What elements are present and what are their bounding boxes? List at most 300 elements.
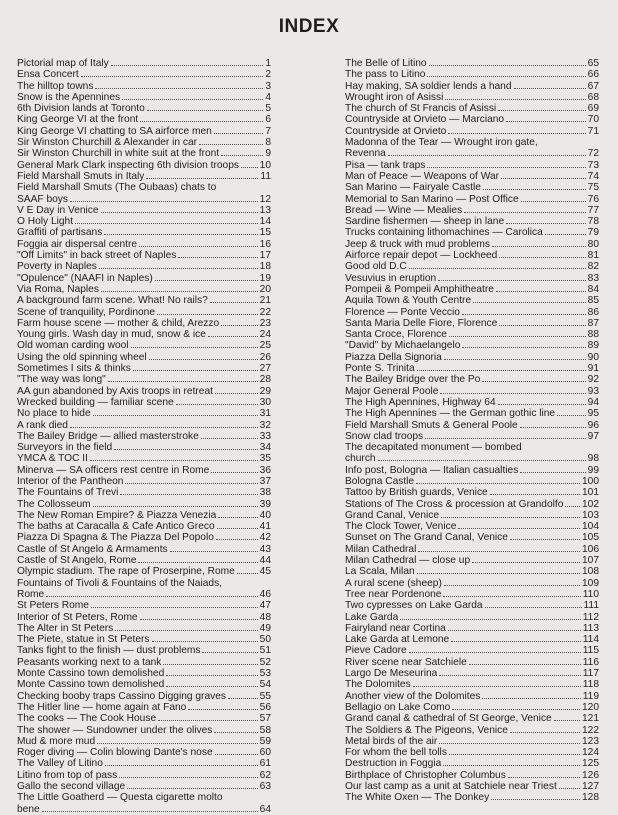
entry-title: St Peters Rome [17, 600, 89, 612]
dot-leader [444, 359, 586, 360]
entry-line [345, 521, 599, 532]
index-entry [17, 578, 271, 601]
index-entry [345, 103, 599, 114]
entry-title: Good old D.C [345, 261, 407, 273]
entry-page-number: 33 [259, 430, 271, 442]
entry-page-number: 18 [259, 261, 271, 273]
entry-title: Info post, Bologna — Italian casualties [345, 464, 519, 476]
index-entry [17, 273, 271, 284]
dot-leader [409, 268, 586, 269]
entry-title: The White Oxen — The Donkey [345, 792, 490, 804]
entry-line [17, 725, 271, 736]
entry-title: For whom the bell tolls [345, 747, 447, 759]
entry-page-number: 45 [259, 566, 271, 578]
entry-title: Fountains of Tivoli & Fountains of the Naiads, [17, 577, 222, 589]
index-entry [17, 566, 271, 577]
index-entry [345, 126, 599, 137]
entry-title: Litino from top of pass [17, 769, 118, 781]
entry-line [345, 194, 599, 205]
dot-leader [464, 212, 585, 213]
index-entry [17, 747, 271, 758]
index-entry [17, 487, 271, 498]
index-entry [17, 329, 271, 340]
entry-page-number: 96 [587, 419, 599, 431]
entry-line [345, 386, 599, 397]
entry-title: O Holy Light [17, 216, 74, 228]
dot-leader [443, 765, 580, 766]
entry-line [17, 702, 271, 713]
entry-title: Sir Winston Churchill in white suit at the front [17, 148, 220, 160]
entry-title: The Belle of Litino [345, 58, 427, 69]
entry-title: River scene near Satchiele [345, 656, 467, 668]
entry-line [345, 431, 599, 442]
index-entry [17, 510, 271, 521]
entry-line [345, 92, 599, 103]
dot-leader [228, 698, 258, 699]
dot-leader [125, 483, 257, 484]
entry-title: Peasants working next to a tank [17, 656, 162, 668]
entry-title: 6th Division lands at Toronto [17, 103, 145, 115]
entry-line [345, 171, 599, 182]
entry-title: The Soldiers & The Pigeons, Venice [345, 724, 508, 736]
entry-page-number: 70 [587, 114, 599, 126]
entry-line [345, 261, 599, 272]
entry-line [345, 510, 599, 521]
entry-page-number: 126 [582, 769, 599, 781]
entry-title: Field Marshall Smuts & General Poole [345, 419, 518, 431]
entry-line [345, 770, 599, 781]
entry-page-number: 57 [259, 713, 271, 725]
index-entry [345, 227, 599, 238]
entry-line [345, 657, 599, 668]
entry-title-continued: bene [17, 803, 40, 815]
entry-title: The Fountains of Trevi [17, 487, 119, 499]
entry-title: Bologna Castle [345, 475, 415, 487]
index-entry [17, 160, 271, 171]
index-entry [345, 691, 599, 702]
entry-title: Santa Maria Delle Fiore, Florence [345, 317, 498, 329]
entry-title: No place to hide [17, 408, 91, 420]
entry-title: Sir Winston Churchill & Alexander in car [17, 137, 198, 149]
index-entry [17, 725, 271, 736]
dot-leader [448, 133, 585, 134]
entry-title: A rank died [17, 419, 68, 431]
index-entry [345, 521, 599, 532]
entry-line [345, 679, 599, 690]
entry-page-number: 25 [259, 340, 271, 352]
entry-page-number: 72 [587, 148, 599, 160]
index-entry [17, 781, 271, 792]
entry-page-number: 31 [259, 408, 271, 420]
entry-page-number: 94 [587, 396, 599, 408]
dot-leader [472, 562, 580, 563]
index-entry [345, 600, 599, 611]
dot-leader [170, 551, 258, 552]
entry-line [345, 160, 599, 171]
entry-title: Metal birds of the air [345, 735, 438, 747]
entry-page-number: 97 [587, 430, 599, 442]
dot-leader [458, 528, 580, 529]
entry-title: The Dolomites [345, 679, 411, 691]
entry-title: Interior of St Peters, Rome [17, 611, 138, 623]
dot-leader [565, 506, 580, 507]
index-entry [345, 532, 599, 543]
index-entry [345, 476, 599, 487]
dot-leader [473, 302, 586, 303]
entry-page-number: 115 [582, 645, 599, 657]
dot-leader [237, 573, 258, 574]
index-entry [345, 442, 599, 465]
index-entry [17, 374, 271, 385]
entry-page-number: 55 [259, 690, 271, 702]
entry-line [17, 205, 271, 216]
dot-leader [157, 314, 258, 315]
dot-leader [413, 686, 581, 687]
entry-page-number: 62 [259, 769, 271, 781]
entry-page-number: 112 [582, 611, 599, 623]
entry-title: Tattoo by British guards, Venice [345, 487, 488, 499]
entry-page-number: 5 [265, 103, 271, 115]
entry-page-number: 16 [259, 238, 271, 250]
entry-title: Snow clad troops [345, 430, 424, 442]
entry-line [345, 747, 599, 758]
entry-title: Farm house scene — mother & child, Arezzo [17, 317, 220, 329]
index-entry [345, 578, 599, 589]
index-entry [17, 295, 271, 306]
dot-leader [409, 652, 581, 653]
index-column-left [17, 58, 271, 815]
entry-page-number: 77 [587, 204, 599, 216]
entry-line [17, 137, 271, 148]
entry-page-number: 41 [259, 521, 271, 533]
entry-title: The Clock Tower, Venice [345, 521, 457, 533]
entry-title: Our last camp as a unit at Satchiele near Triest [345, 781, 557, 792]
entry-title: Lake Garda [345, 611, 399, 623]
entry-title: The pass to Litino [345, 69, 426, 81]
entry-page-number: 34 [259, 442, 271, 454]
entry-line [345, 273, 599, 284]
index-entry [17, 250, 271, 261]
entry-page-number: 125 [582, 758, 599, 770]
entry-line [17, 758, 271, 769]
index-entry [17, 227, 271, 238]
dot-leader [201, 438, 258, 439]
index-entry [345, 363, 599, 374]
entry-line [17, 691, 271, 702]
entry-line [345, 352, 599, 363]
entry-title: A rural scene (sheep) [345, 577, 442, 589]
dot-leader [443, 596, 580, 597]
index-entry [345, 487, 599, 498]
entry-title: "The way was long" [17, 374, 106, 386]
index-entry [17, 81, 271, 92]
entry-line [345, 408, 599, 419]
dot-leader [119, 777, 257, 778]
entry-title: Interior of the Pantheon [17, 475, 124, 487]
dot-leader [115, 630, 257, 631]
entry-line [17, 261, 271, 272]
index-entry [17, 261, 271, 272]
entry-page-number: 109 [582, 577, 599, 589]
entry-title: Pisa — tank traps [345, 159, 426, 171]
index-entry [17, 679, 271, 690]
entry-page-number: 104 [582, 521, 599, 533]
index-entry [17, 420, 271, 431]
entry-page-number: 59 [259, 735, 271, 747]
index-entry [345, 566, 599, 577]
entry-title: The Bailey Bridge over the Po [345, 374, 481, 386]
entry-line [345, 363, 599, 374]
entry-line [17, 623, 271, 634]
entry-line [17, 420, 271, 431]
entry-page-number: 73 [587, 159, 599, 171]
entry-title: The hilltop towns [17, 80, 94, 92]
entry-line [17, 374, 271, 385]
entry-page-number: 99 [587, 464, 599, 476]
entry-page-number: 95 [587, 408, 599, 420]
entry-page-number: 120 [582, 701, 599, 713]
entry-line [17, 566, 271, 577]
entry-line [17, 171, 271, 182]
entry-title: Mud & more mud [17, 735, 96, 747]
index-entry [345, 307, 599, 318]
dot-leader [215, 754, 258, 755]
index-entry [345, 171, 599, 182]
entry-line [17, 465, 271, 476]
index-entry [17, 239, 271, 250]
index-entry [17, 318, 271, 329]
entry-title: Ensa Concert [17, 69, 79, 81]
entry-line [345, 126, 599, 137]
dot-leader [133, 370, 258, 371]
entry-page-number: 64 [259, 803, 271, 815]
entry-line [17, 92, 271, 103]
index-entry [345, 239, 599, 250]
index-entry [345, 781, 599, 792]
dot-leader [158, 720, 258, 721]
index-entry [17, 137, 271, 148]
entry-page-number: 48 [259, 611, 271, 623]
dot-leader [216, 539, 258, 540]
index-entry [345, 510, 599, 521]
entry-line [345, 81, 599, 92]
index-entry [17, 453, 271, 464]
entry-line [17, 668, 271, 679]
entry-line [345, 284, 599, 295]
index-entry [345, 397, 599, 408]
index-entry [17, 532, 271, 543]
entry-line [345, 668, 599, 679]
dot-leader [510, 539, 580, 540]
index-entry [345, 340, 599, 351]
dot-leader [378, 460, 586, 461]
index-entry [345, 544, 599, 555]
dot-leader [506, 121, 586, 122]
entry-page-number: 98 [587, 453, 599, 465]
dot-leader [545, 234, 586, 235]
entry-title: "David" by Michaelangelo [345, 340, 461, 352]
entry-page-number: 76 [587, 193, 599, 205]
entry-page-number: 103 [582, 509, 599, 521]
entry-title: Wrought iron of Asissi [345, 91, 444, 103]
index-entry [345, 137, 599, 160]
dot-leader [105, 765, 258, 766]
entry-page-number: 75 [587, 182, 599, 194]
entry-line [345, 555, 599, 566]
dot-leader [483, 189, 586, 190]
entry-page-number: 110 [582, 588, 599, 600]
entry-line [345, 532, 599, 543]
dot-leader [490, 494, 580, 495]
entry-page-number: 11 [260, 170, 271, 182]
index-entry [345, 114, 599, 125]
entry-line [345, 645, 599, 656]
entry-title: The High Apennines — the German gothic line [345, 408, 556, 420]
entry-title: Major General Poole [345, 385, 439, 397]
dot-leader [211, 472, 257, 473]
entry-line [17, 544, 271, 555]
index-entry [345, 408, 599, 419]
dot-leader [122, 99, 263, 100]
entry-page-number: 83 [587, 272, 599, 284]
entry-page-number: 32 [259, 419, 271, 431]
entry-page-number: 40 [259, 509, 271, 521]
entry-title: The Valley of Litino [17, 758, 103, 770]
dot-leader [449, 336, 586, 337]
dot-leader [95, 88, 263, 89]
entry-line [17, 126, 271, 137]
entry-page-number: 49 [259, 622, 271, 634]
index-entry [345, 69, 599, 80]
index-entry [17, 657, 271, 668]
entry-page-number: 36 [259, 464, 271, 476]
entry-title: Old woman carding wool [17, 340, 129, 352]
dot-leader [241, 167, 258, 168]
dot-leader [451, 641, 581, 642]
entry-line [345, 69, 599, 80]
entry-page-number: 2 [265, 69, 271, 81]
index-entry [345, 420, 599, 431]
entry-title-continued: church [345, 453, 376, 465]
entry-line [17, 476, 271, 487]
entry-page-number: 42 [259, 532, 271, 544]
dot-leader [438, 280, 585, 281]
entry-line [17, 713, 271, 724]
entry-page-number: 63 [259, 781, 271, 792]
index-entry [345, 702, 599, 713]
dot-leader [506, 223, 586, 224]
entry-title: Olympic stadium. The rape of Proserpine, Rome [17, 566, 235, 578]
entry-page-number: 85 [587, 295, 599, 307]
dot-leader [146, 178, 258, 179]
entry-title: Man of Peace — Weapons of War [345, 170, 500, 182]
entry-line [17, 273, 271, 284]
entry-title: V E Day in Venice [17, 204, 99, 216]
index-entry [345, 634, 599, 645]
entry-line [17, 804, 271, 815]
index-entry [17, 736, 271, 747]
entry-page-number: 3 [265, 80, 271, 92]
entry-page-number: 108 [582, 566, 599, 578]
index-entry [345, 758, 599, 769]
entry-title: Bread — Wine — Mealies [345, 204, 463, 216]
entry-line [345, 216, 599, 227]
entry-line [345, 239, 599, 250]
index-entry [17, 126, 271, 137]
entry-line [345, 758, 599, 769]
entry-line [345, 227, 599, 238]
entry-line [17, 589, 271, 600]
entry-title: Jeep & truck with mud problems [345, 238, 490, 250]
entry-line [345, 792, 599, 803]
entry-title: Milan Cathedral [345, 543, 417, 555]
entry-page-number: 74 [587, 170, 599, 182]
entry-title: Gallo the second village [17, 781, 126, 792]
entry-line [345, 736, 599, 747]
entry-title: Monte Cassino town demolished [17, 679, 165, 691]
index-entry [17, 612, 271, 623]
entry-line [17, 747, 271, 758]
dot-leader [520, 472, 585, 473]
entry-title: Using the old spinning wheel [17, 351, 147, 363]
index-entry [345, 623, 599, 634]
entry-page-number: 43 [259, 543, 271, 555]
entry-line [345, 691, 599, 702]
index-entry [17, 182, 271, 205]
entry-title: Madonna of the Tear — Wrought iron gate, [345, 137, 538, 149]
dot-leader [388, 155, 586, 156]
index-entry [17, 758, 271, 769]
entry-title: The Collosseum [17, 498, 91, 510]
dot-leader [104, 234, 257, 235]
entry-line [17, 194, 271, 205]
index-entry [17, 92, 271, 103]
entry-page-number: 39 [259, 498, 271, 510]
index-entry [345, 182, 599, 193]
dot-leader [445, 99, 585, 100]
entry-page-number: 122 [582, 724, 599, 736]
entry-line [17, 69, 271, 80]
dot-leader [101, 291, 258, 292]
index-entry [345, 431, 599, 442]
entry-page-number: 52 [259, 656, 271, 668]
index-entry [345, 284, 599, 295]
entry-line [345, 713, 599, 724]
dot-leader [440, 393, 585, 394]
dot-leader [498, 404, 586, 405]
dot-leader [210, 302, 258, 303]
dot-leader [218, 517, 257, 518]
dot-leader [81, 76, 264, 77]
entry-line [17, 781, 271, 792]
entry-line [17, 499, 271, 510]
entry-line [345, 589, 599, 600]
entry-page-number: 50 [259, 634, 271, 646]
index-entry [345, 555, 599, 566]
entry-title: Wrecked building — familiar scene [17, 396, 174, 408]
dot-leader [425, 438, 586, 439]
index-entry [345, 250, 599, 261]
entry-title: A background farm scene. What! No rails? [17, 295, 208, 307]
entry-title: The High Apennines, Highway 64 [345, 396, 496, 408]
dot-leader [514, 88, 586, 89]
entry-title: Destruction in Foggia [345, 758, 442, 770]
index-entry [345, 273, 599, 284]
entry-title: Birthplace of Christopher Columbus [345, 769, 506, 781]
index-entry [17, 284, 271, 295]
dot-leader [99, 268, 258, 269]
dot-leader [166, 675, 257, 676]
